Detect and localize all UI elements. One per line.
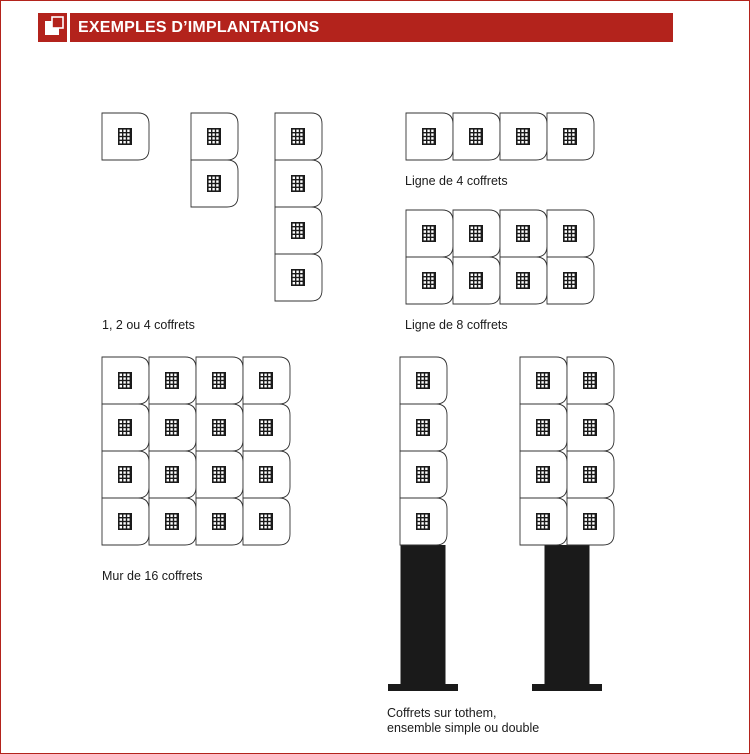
mailbox-unit: [243, 404, 290, 451]
mailbox-grille-icon: [416, 372, 430, 389]
mailbox-unit: [243, 451, 290, 498]
mailbox-unit: [102, 113, 149, 160]
mailbox-grille-icon: [563, 272, 577, 289]
mailbox-unit: [520, 357, 567, 404]
mailbox-grille-icon: [563, 225, 577, 242]
mailbox-unit: [275, 160, 322, 207]
mailbox-unit: [400, 357, 447, 404]
mailbox-unit: [520, 451, 567, 498]
mailbox-grille-icon: [165, 419, 179, 436]
mailbox-unit: [400, 404, 447, 451]
totem-simple: [388, 545, 458, 691]
mailbox-grille-icon: [469, 225, 483, 242]
mailbox-grille-icon: [536, 466, 550, 483]
mailbox-unit: [149, 451, 196, 498]
mailbox-unit: [400, 498, 447, 545]
mailbox-unit: [196, 357, 243, 404]
mailbox-grille-icon: [118, 128, 132, 145]
mailbox-unit: [191, 113, 238, 160]
mailbox-unit: [149, 357, 196, 404]
mailbox-unit: [500, 113, 547, 160]
page-title: EXEMPLES D’IMPLANTATIONS: [78, 19, 320, 36]
mailbox-unit: [406, 210, 453, 257]
mailbox-grille-icon: [536, 372, 550, 389]
mailbox-grille-icon: [583, 466, 597, 483]
mailbox-grille-icon: [291, 128, 305, 145]
mailbox-grille-icon: [516, 272, 530, 289]
mailbox-grille-icon: [207, 175, 221, 192]
mailbox-grille-icon: [536, 419, 550, 436]
mailbox-unit: [547, 113, 594, 160]
mailbox-grille-icon: [212, 466, 226, 483]
mailbox-unit: [453, 113, 500, 160]
totem-double: [532, 545, 602, 691]
mailbox-unit: [567, 451, 614, 498]
mailbox-unit: [191, 160, 238, 207]
mailbox-grille-icon: [516, 225, 530, 242]
mailbox-unit: [500, 257, 547, 304]
mailbox-unit: [406, 113, 453, 160]
mailbox-unit: [196, 498, 243, 545]
mailbox-unit: [453, 210, 500, 257]
mailbox-unit: [102, 404, 149, 451]
mailbox-unit: [453, 257, 500, 304]
mailbox-grille-icon: [259, 419, 273, 436]
mailbox-grille-icon: [291, 269, 305, 286]
mailbox-unit: [149, 404, 196, 451]
mailbox-grille-icon: [118, 466, 132, 483]
mailbox-grille-icon: [416, 466, 430, 483]
mailbox-grille-icon: [469, 128, 483, 145]
mailbox-unit: [243, 357, 290, 404]
mailbox-unit: [520, 404, 567, 451]
mailbox-unit: [102, 357, 149, 404]
mailbox-unit: [102, 451, 149, 498]
mailbox-grille-icon: [165, 372, 179, 389]
mailbox-grille-icon: [469, 272, 483, 289]
mailbox-unit: [196, 451, 243, 498]
mailbox-unit: [520, 498, 567, 545]
mailbox-grille-icon: [416, 419, 430, 436]
mailbox-grille-icon: [259, 466, 273, 483]
mailbox-unit: [406, 257, 453, 304]
caption-totem-line1: Coffrets sur tothem,: [387, 706, 497, 720]
mailbox-grille-icon: [583, 419, 597, 436]
caption-single-to-four: 1, 2 ou 4 coffrets: [102, 318, 195, 332]
mailbox-unit: [500, 210, 547, 257]
mailbox-unit: [275, 113, 322, 160]
mailbox-grille-icon: [207, 128, 221, 145]
mailbox-grille-icon: [212, 513, 226, 530]
mailbox-grille-icon: [165, 513, 179, 530]
mailbox-grille-icon: [516, 128, 530, 145]
caption-wall-16: Mur de 16 coffrets: [102, 569, 203, 583]
mailbox-grille-icon: [118, 419, 132, 436]
mailbox-grille-icon: [259, 372, 273, 389]
mailbox-unit: [567, 404, 614, 451]
mailbox-unit: [547, 210, 594, 257]
mailbox-grille-icon: [422, 225, 436, 242]
caption-row-of-4: Ligne de 4 coffrets: [405, 174, 508, 188]
mailbox-grille-icon: [583, 372, 597, 389]
mailbox-unit: [567, 498, 614, 545]
mailbox-unit: [102, 498, 149, 545]
mailbox-grille-icon: [422, 272, 436, 289]
caption-row-of-8: Ligne de 8 coffrets: [405, 318, 508, 332]
mailbox-unit: [275, 207, 322, 254]
caption-totem-line2: ensemble simple ou double: [387, 721, 540, 735]
mailbox-grille-icon: [212, 419, 226, 436]
mailbox-grille-icon: [291, 175, 305, 192]
mailbox-unit: [567, 357, 614, 404]
mailbox-unit: [196, 404, 243, 451]
mailbox-grille-icon: [536, 513, 550, 530]
mailbox-unit: [400, 451, 447, 498]
mailbox-unit: [243, 498, 290, 545]
mailbox-unit: [149, 498, 196, 545]
mailbox-grille-icon: [583, 513, 597, 530]
mailbox-grille-icon: [259, 513, 273, 530]
mailbox-grille-icon: [416, 513, 430, 530]
mailbox-grille-icon: [422, 128, 436, 145]
mailbox-unit: [275, 254, 322, 301]
mailbox-grille-icon: [212, 372, 226, 389]
mailbox-grille-icon: [118, 372, 132, 389]
mailbox-grille-icon: [118, 513, 132, 530]
mailbox-grille-icon: [563, 128, 577, 145]
mailbox-unit: [547, 257, 594, 304]
mailbox-grille-icon: [291, 222, 305, 239]
mailbox-grille-icon: [165, 466, 179, 483]
